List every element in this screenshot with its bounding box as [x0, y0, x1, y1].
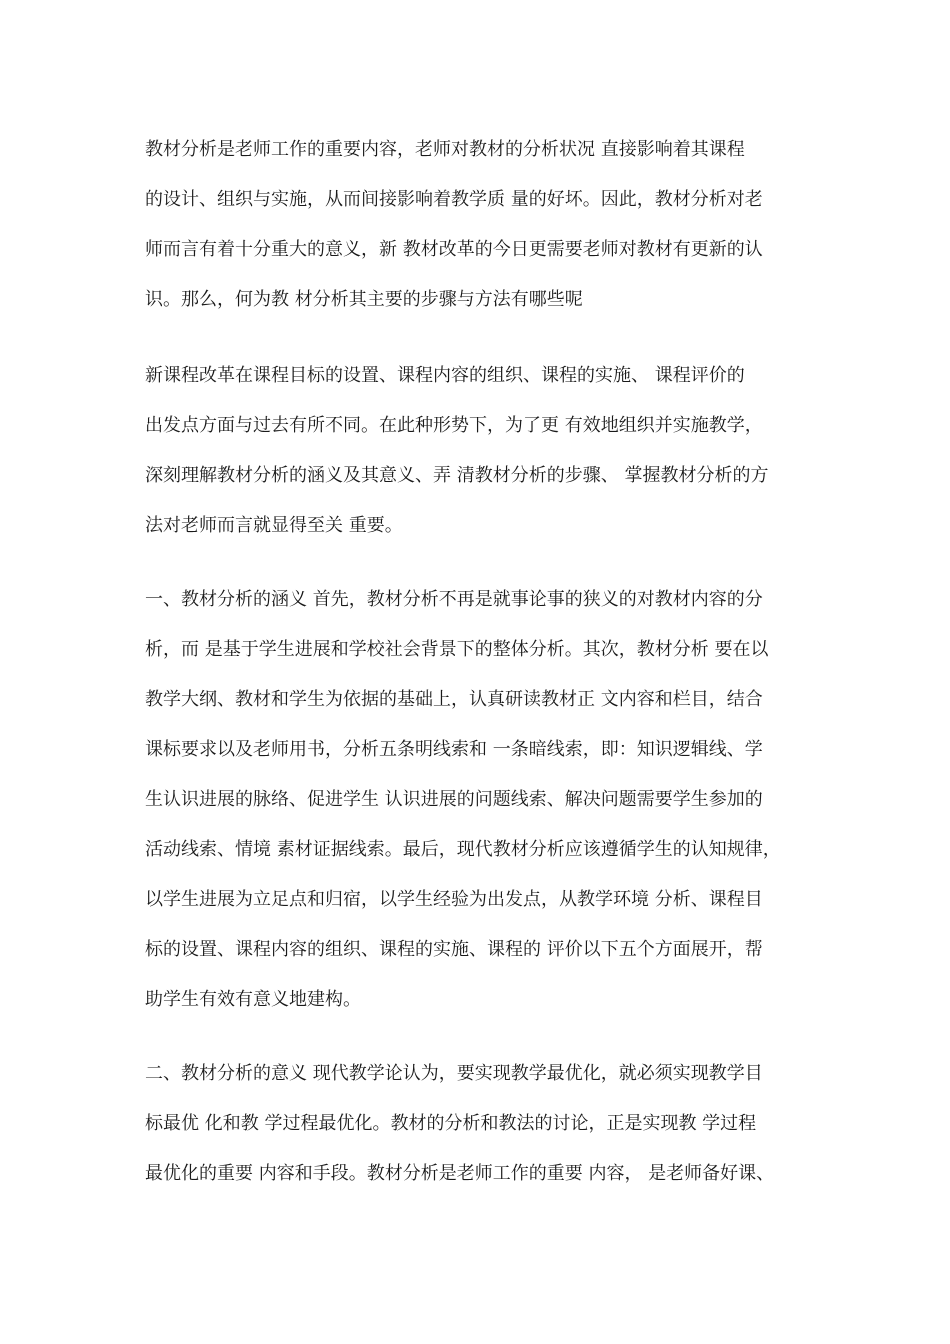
paragraph-3-line-1: 一、教材分析的涵义 首先，教材分析不再是就事论事的狭义的对教材内容的分 [145, 589, 763, 610]
paragraph-4-line-3: 最优化的重要 内容和手段。教材分析是老师工作的重要 内容， 是老师备好课、 [145, 1163, 775, 1184]
paragraph-3-line-9: 助学生有效有意义地建构。 [145, 989, 361, 1010]
paragraph-1-line-2: 的设计、组织与实施，从而间接影响着教学质 量的好坏。因此，教材分析对老 [145, 189, 763, 210]
paragraph-3-line-3: 教学大纲、教材和学生为依据的基础上，认真研读教材正 文内容和栏目，结合 [145, 689, 763, 710]
paragraph-1-line-3: 师而言有着十分重大的意义，新 教材改革的今日更需要老师对教材有更新的认 [145, 239, 763, 260]
paragraph-3-line-4: 课标要求以及老师用书，分析五条明线索和 一条暗线索，即：知识逻辑线、学 [145, 739, 763, 760]
paragraph-3-line-7: 以学生进展为立足点和归宿，以学生经验为出发点，从教学环境 分析、课程目 [145, 889, 763, 910]
paragraph-2-line-4: 法对老师而言就显得至关 重要。 [145, 515, 403, 536]
paragraph-3-line-5: 生认识进展的脉络、促进学生 认识进展的问题线索、解决问题需要学生参加的 [145, 789, 763, 810]
paragraph-2-line-3: 深刻理解教材分析的涵义及其意义、弄 清教材分析的步骤、 掌握教材分析的方 [145, 465, 769, 486]
paragraph-2-line-1: 新课程改革在课程目标的设置、课程内容的组织、课程的实施、 课程评价的 [145, 365, 745, 386]
paragraph-1-line-4: 识。那么，何为教 材分析其主要的步骤与方法有哪些呢 [145, 289, 583, 310]
paragraph-2-line-2: 出发点方面与过去有所不同。在此种形势下，为了更 有效地组织并实施教学， [145, 415, 763, 436]
paragraph-3-line-8: 标的设置、课程内容的组织、课程的实施、课程的 评价以下五个方面展开，帮 [145, 939, 763, 960]
paragraph-3-line-2: 析，而 是基于学生进展和学校社会背景下的整体分析。其次，教材分析 要在以 [145, 639, 769, 660]
paragraph-4-line-2: 标最优 化和教 学过程最优化。教材的分析和教法的讨论，正是实现教 学过程 [145, 1113, 757, 1134]
paragraph-1-line-1: 教材分析是老师工作的重要内容，老师对教材的分析状况 直接影响着其课程 [145, 139, 745, 160]
paragraph-3-line-6: 活动线索、情境 素材证据线索。最后，现代教材分析应该遵循学生的认知规律， [145, 839, 781, 860]
paragraph-4-line-1: 二、教材分析的意义 现代教学论认为，要实现教学最优化，就必须实现教学目 [145, 1063, 763, 1084]
